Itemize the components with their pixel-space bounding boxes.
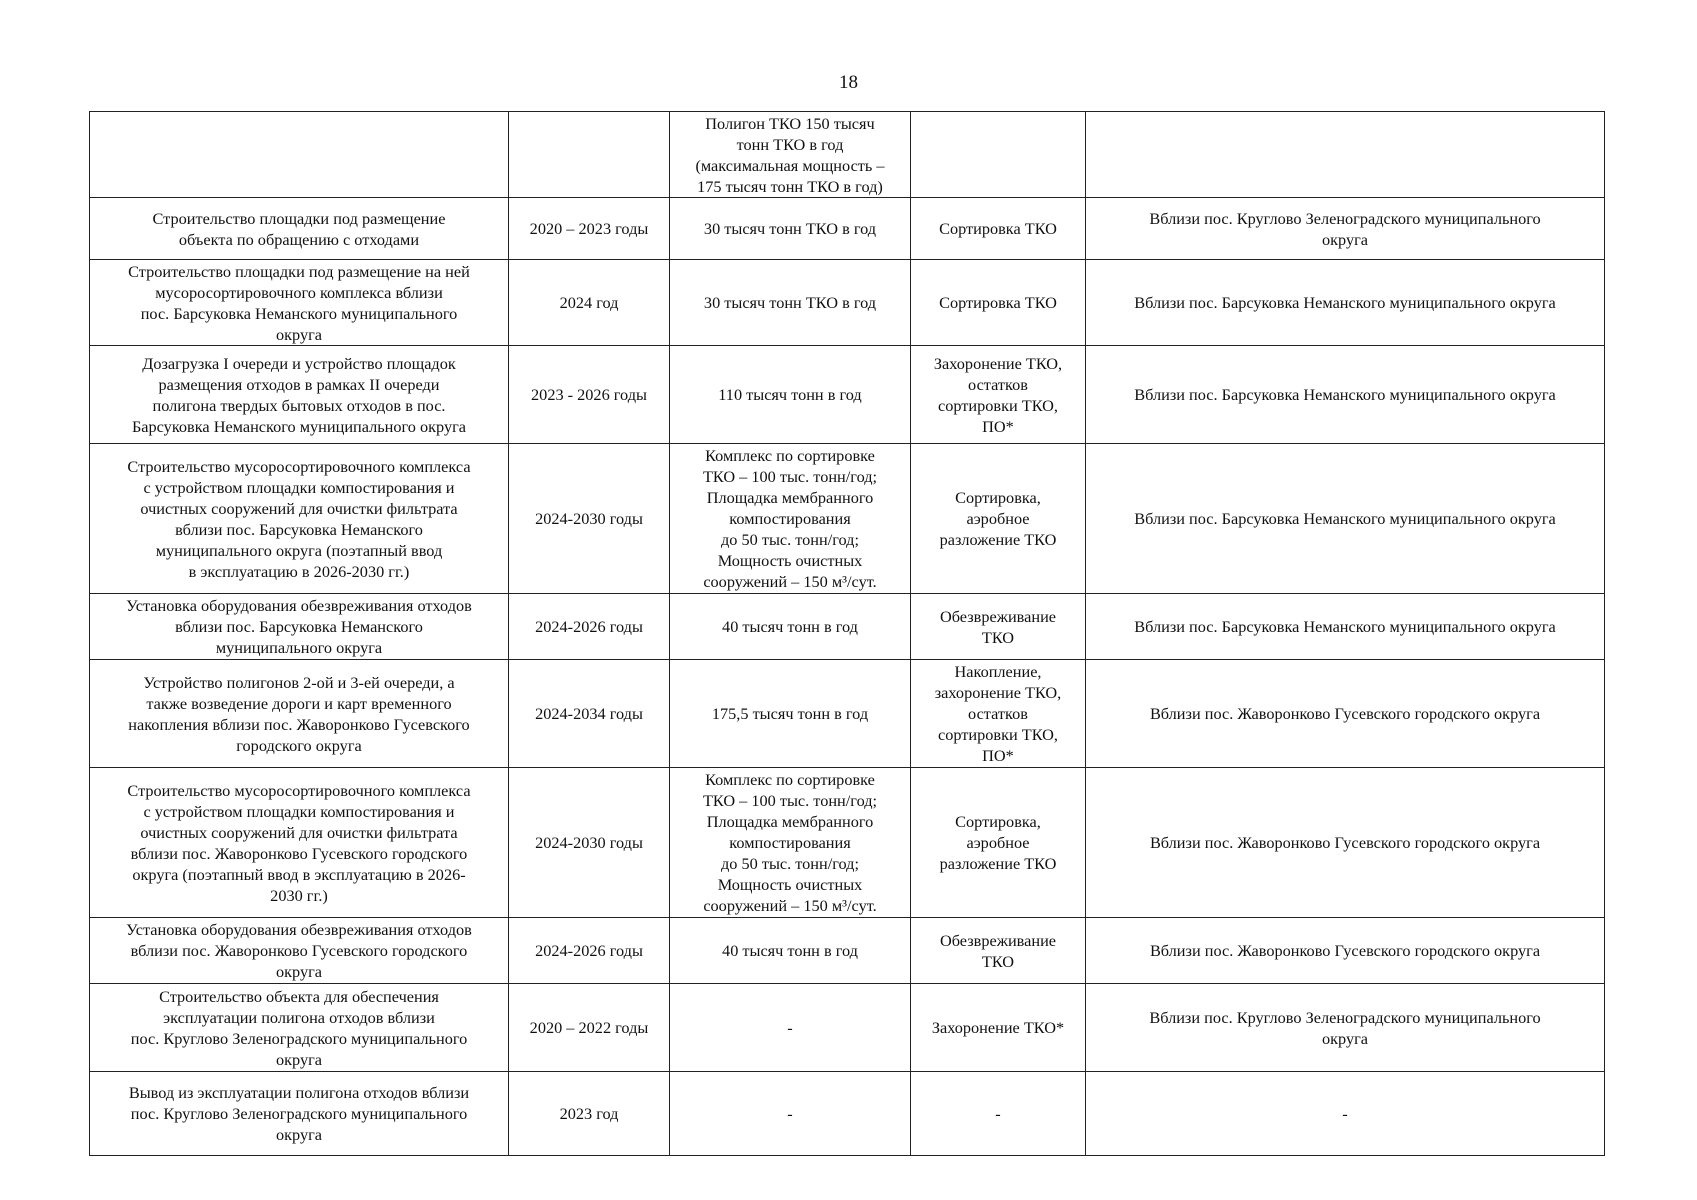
period-cell: 2020 – 2023 годы [509,198,670,260]
type-cell: Накопление, захоронение ТКО, остатков сортировки ТКО, ПО* [911,660,1086,768]
type-cell: Обезвреживание ТКО [911,594,1086,660]
activity-cell: Строительство объекта для обеспечения эксплуатации полигона отходов вблизи пос. Круглово Зеленоградского муниципального округа [90,984,509,1072]
capacity-cell: 40 тысяч тонн в год [670,918,911,984]
capacity-cell: Полигон ТКО 150 тысяч тонн ТКО в год (максимальная мощность – 175 тысяч тонн ТКО в год) [670,112,911,198]
type-cell: Сортировка, аэробное разложение ТКО [911,444,1086,594]
capacity-cell: 110 тысяч тонн в год [670,346,911,444]
activity-cell: Строительство мусоросортировочного комплекса с устройством площадки компостирования и очистных сооружений для очистки фильтрата вблизи пос. Барсуковка Неманского муниципального округа (поэтапный ввод в эксплуатацию в 2026-2030 гг.) [90,444,509,594]
type-cell: - [911,1072,1086,1156]
table-row [90,260,1605,346]
table-row [90,198,1605,260]
period-cell: 2020 – 2022 годы [509,984,670,1072]
table-row [90,660,1605,768]
period-cell: 2024-2034 годы [509,660,670,768]
activity-cell [90,112,509,198]
capacity-cell: 30 тысяч тонн ТКО в год [670,198,911,260]
type-cell: Сортировка, аэробное разложение ТКО [911,768,1086,918]
period-cell: 2024-2030 годы [509,444,670,594]
capacity-cell: 175,5 тысяч тонн в год [670,660,911,768]
location-cell: Вблизи пос. Жаворонково Гусевского городского округа [1086,768,1605,918]
activity-cell: Вывод из эксплуатации полигона отходов вблизи пос. Круглово Зеленоградского муниципального округа [90,1072,509,1156]
location-cell: Вблизи пос. Круглово Зеленоградского муниципального округа [1086,984,1605,1072]
period-cell: 2024-2026 годы [509,918,670,984]
capacity-cell: Комплекс по сортировке ТКО – 100 тыс. тонн/год; Площадка мембранного компостирования до 50 тыс. тонн/год; Мощность очистных сооружений – 150 м³/сут. [670,444,911,594]
table-row [90,768,1605,918]
activity-cell: Установка оборудования обезвреживания отходов вблизи пос. Жаворонково Гусевского городского округа [90,918,509,984]
type-cell: Обезвреживание ТКО [911,918,1086,984]
activity-cell: Строительство площадки под размещение объекта по обращению с отходами [90,198,509,260]
table-row [90,984,1605,1072]
activity-cell: Установка оборудования обезвреживания отходов вблизи пос. Барсуковка Неманского муниципального округа [90,594,509,660]
table-row [90,1072,1605,1156]
location-cell: - [1086,1072,1605,1156]
table-row [90,112,1605,198]
location-cell: Вблизи пос. Барсуковка Неманского муниципального округа [1086,346,1605,444]
capacity-cell: 40 тысяч тонн в год [670,594,911,660]
type-cell: Захоронение ТКО* [911,984,1086,1072]
location-cell: Вблизи пос. Круглово Зеленоградского муниципального округа [1086,198,1605,260]
capacity-cell: - [670,984,911,1072]
capacity-cell: - [670,1072,911,1156]
location-cell: Вблизи пос. Жаворонково Гусевского городского округа [1086,918,1605,984]
location-cell: Вблизи пос. Барсуковка Неманского муниципального округа [1086,260,1605,346]
activity-cell: Дозагрузка I очереди и устройство площадок размещения отходов в рамках II очереди полигона твердых бытовых отходов в пос. Барсуковка Неманского муниципального округа [90,346,509,444]
location-cell: Вблизи пос. Барсуковка Неманского муниципального округа [1086,594,1605,660]
page-number: 18 [839,72,858,93]
period-cell: 2024-2026 годы [509,594,670,660]
activity-cell: Строительство мусоросортировочного комплекса с устройством площадки компостирования и очистных сооружений для очистки фильтрата вблизи пос. Жаворонково Гусевского городского округа (поэтапный ввод в эксплуатацию в 2026- 2030 гг.) [90,768,509,918]
type-cell: Захоронение ТКО, остатков сортировки ТКО, ПО* [911,346,1086,444]
period-cell: 2024-2030 годы [509,768,670,918]
type-cell [911,112,1086,198]
activity-cell: Устройство полигонов 2-ой и 3-ей очереди, а также возведение дороги и карт временного накопления вблизи пос. Жаворонково Гусевского городского округа [90,660,509,768]
location-cell: Вблизи пос. Барсуковка Неманского муниципального округа [1086,444,1605,594]
location-cell: Вблизи пос. Жаворонково Гусевского городского округа [1086,660,1605,768]
table-row [90,594,1605,660]
period-cell: 2023 - 2026 годы [509,346,670,444]
activity-cell: Строительство площадки под размещение на ней мусоросортировочного комплекса вблизи пос. Барсуковка Неманского муниципального округа [90,260,509,346]
period-cell: 2024 год [509,260,670,346]
capacity-cell: Комплекс по сортировке ТКО – 100 тыс. тонн/год; Площадка мембранного компостирования до 50 тыс. тонн/год; Мощность очистных сооружений – 150 м³/сут. [670,768,911,918]
table-row [90,444,1605,594]
table-row [90,918,1605,984]
period-cell: 2023 год [509,1072,670,1156]
period-cell [509,112,670,198]
table-row [90,346,1605,444]
type-cell: Сортировка ТКО [911,198,1086,260]
projects-table [89,111,1605,1156]
type-cell: Сортировка ТКО [911,260,1086,346]
capacity-cell: 30 тысяч тонн ТКО в год [670,260,911,346]
location-cell [1086,112,1605,198]
